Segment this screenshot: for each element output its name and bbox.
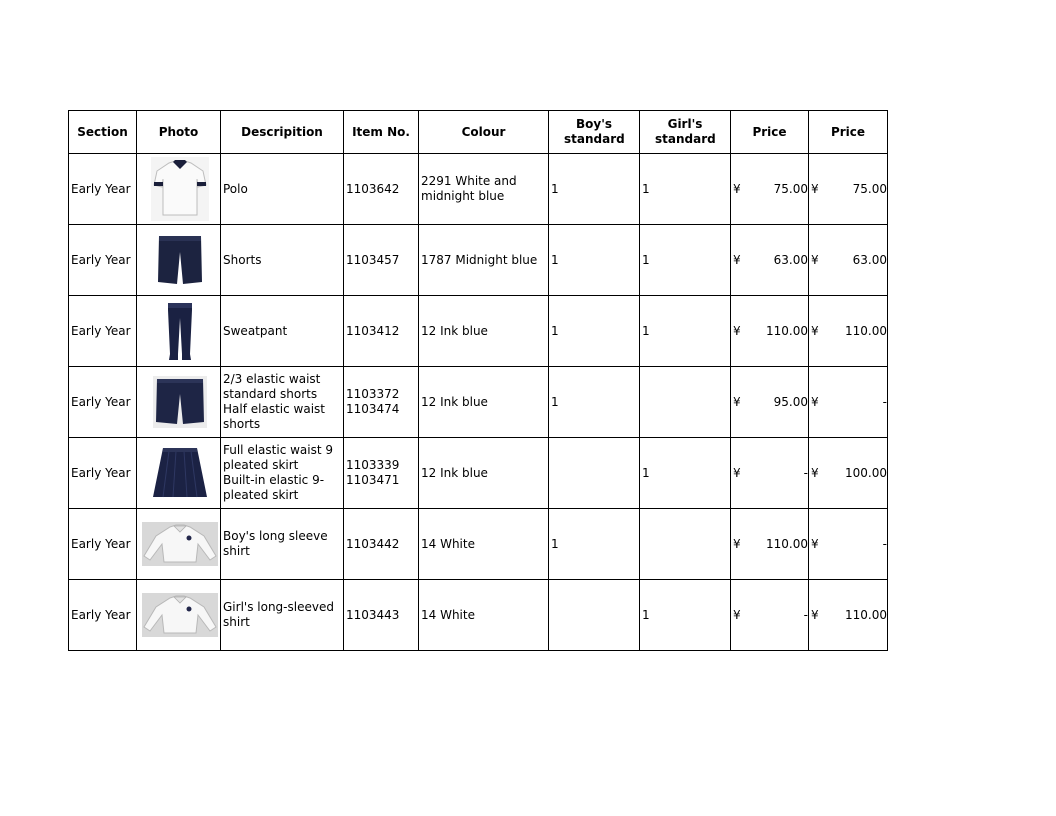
currency-symbol: ¥ (811, 252, 819, 267)
currency-symbol: ¥ (811, 323, 819, 338)
colour-cell (419, 580, 549, 651)
description-line: pleated skirt (223, 458, 299, 472)
price-value: 75.00 (852, 181, 887, 196)
colour-cell (419, 154, 549, 225)
photo-cell (137, 154, 221, 225)
description-line: standard shorts (223, 387, 318, 401)
section-cell: Early Year (69, 296, 137, 367)
colour-line: 1787 Midnight blue (421, 252, 538, 267)
description-line: shirt (223, 615, 250, 629)
item-no-cell (344, 438, 419, 509)
section-cell: Early Year (69, 509, 137, 580)
price-boys-cell (731, 438, 809, 509)
description-line: Shorts (223, 252, 262, 267)
description-line: Boy's long sleeve (223, 529, 328, 543)
colour-cell (419, 509, 549, 580)
girls-standard-cell: 1 (640, 580, 731, 651)
header-item-no: Item No. (344, 111, 419, 154)
currency-symbol: ¥ (733, 536, 741, 551)
navy-sweatpant-icon (139, 300, 220, 362)
description-cell (221, 367, 344, 438)
table-row (69, 296, 888, 367)
colour-cell (419, 296, 549, 367)
colour-line: 12 Ink blue (421, 394, 488, 409)
photo-cell (137, 580, 221, 651)
colour-line: 14 White (421, 536, 475, 551)
section-cell: Early Year (69, 367, 137, 438)
item-no-line: 1103443 (346, 607, 400, 622)
table-row (69, 438, 888, 509)
colour-line: 14 White (421, 607, 475, 622)
description-line: Built-in elastic 9- (223, 473, 325, 487)
section-cell: Early Year (69, 225, 137, 296)
colour-line: 12 Ink blue (421, 323, 488, 338)
girls-standard-cell (640, 367, 731, 438)
white-long-sleeve-shirt-icon (139, 593, 220, 637)
item-no-line: 1103642 (346, 181, 400, 196)
price-value: - (803, 607, 808, 622)
item-no-line: 1103372 (346, 387, 400, 401)
price-girls-cell (809, 367, 888, 438)
header-colour: Colour (419, 111, 549, 154)
currency-symbol: ¥ (733, 465, 741, 480)
colour-cell (419, 367, 549, 438)
currency-symbol: ¥ (811, 607, 819, 622)
photo-cell (137, 225, 221, 296)
girls-standard-cell: 1 (640, 296, 731, 367)
description-cell (221, 296, 344, 367)
description-line: Polo (223, 181, 248, 196)
girls-standard-cell (640, 509, 731, 580)
price-girls-cell (809, 509, 888, 580)
price-girls-cell (809, 225, 888, 296)
header-girls-standard-label: Girl's standard (655, 117, 716, 146)
boys-standard-cell: 1 (549, 154, 640, 225)
price-boys-cell (731, 296, 809, 367)
currency-symbol: ¥ (733, 607, 741, 622)
table-row (69, 580, 888, 651)
boys-standard-cell (549, 580, 640, 651)
header-section: Section (69, 111, 137, 154)
price-value: - (803, 465, 808, 480)
description-line: Girl's long-sleeved (223, 600, 334, 614)
price-value: 63.00 (773, 252, 808, 267)
girls-standard-cell: 1 (640, 438, 731, 509)
price-value: 110.00 (766, 323, 808, 338)
header-boys-standard (549, 111, 640, 154)
boys-standard-cell: 1 (549, 296, 640, 367)
colour-cell (419, 225, 549, 296)
currency-symbol: ¥ (733, 252, 741, 267)
uniform-price-table (68, 110, 888, 651)
boys-standard-cell (549, 438, 640, 509)
price-value: 95.00 (773, 394, 808, 409)
price-girls-cell (809, 580, 888, 651)
photo-cell (137, 367, 221, 438)
colour-cell (419, 438, 549, 509)
table-row (69, 367, 888, 438)
item-no-line: 1103457 (346, 252, 400, 267)
navy-shorts-icon (139, 232, 220, 288)
price-boys-cell (731, 580, 809, 651)
price-value: 110.00 (845, 323, 887, 338)
description-cell (221, 438, 344, 509)
currency-symbol: ¥ (811, 536, 819, 551)
currency-symbol: ¥ (733, 323, 741, 338)
price-boys-cell (731, 367, 809, 438)
photo-cell (137, 296, 221, 367)
price-value: 110.00 (845, 607, 887, 622)
description-cell (221, 154, 344, 225)
boys-standard-cell: 1 (549, 367, 640, 438)
colour-line: 12 Ink blue (421, 465, 488, 480)
currency-symbol: ¥ (733, 394, 741, 409)
price-value: 110.00 (766, 536, 808, 551)
section-cell: Early Year (69, 438, 137, 509)
price-value: 75.00 (773, 181, 808, 196)
description-line: 2/3 elastic waist (223, 372, 321, 386)
photo-cell (137, 438, 221, 509)
white-polo-shirt-icon (139, 157, 220, 221)
price-girls-cell (809, 296, 888, 367)
header-photo: Photo (137, 111, 221, 154)
item-no-line: 1103474 (346, 402, 400, 416)
item-no-cell (344, 580, 419, 651)
header-boys-standard-label: Boy's standard (564, 117, 625, 146)
header-price-girls: Price (809, 111, 888, 154)
table-row (69, 154, 888, 225)
price-value: 63.00 (852, 252, 887, 267)
colour-line: midnight blue (421, 189, 505, 203)
header-description: Descripition (221, 111, 344, 154)
section-cell: Early Year (69, 154, 137, 225)
description-line: shirt (223, 544, 250, 558)
colour-line: 2291 White and (421, 174, 517, 188)
description-cell (221, 509, 344, 580)
currency-symbol: ¥ (811, 465, 819, 480)
price-value: - (882, 394, 887, 409)
item-no-line: 1103471 (346, 473, 400, 487)
girls-standard-cell: 1 (640, 225, 731, 296)
navy-pleated-skirt-icon (139, 445, 220, 501)
item-no-cell (344, 154, 419, 225)
price-girls-cell (809, 438, 888, 509)
table-row (69, 225, 888, 296)
description-cell (221, 580, 344, 651)
item-no-line: 1103442 (346, 536, 400, 551)
description-cell (221, 225, 344, 296)
item-no-cell (344, 509, 419, 580)
header-girls-standard (640, 111, 731, 154)
price-girls-cell (809, 154, 888, 225)
price-value: - (882, 536, 887, 551)
item-no-line: 1103339 (346, 458, 400, 472)
price-boys-cell (731, 509, 809, 580)
currency-symbol: ¥ (733, 181, 741, 196)
item-no-cell (344, 296, 419, 367)
description-line: Full elastic waist 9 (223, 443, 334, 457)
description-line: Half elastic waist (223, 402, 325, 416)
currency-symbol: ¥ (811, 181, 819, 196)
header-row (69, 111, 888, 154)
price-value: 100.00 (845, 465, 887, 480)
currency-symbol: ¥ (811, 394, 819, 409)
description-line: Sweatpant (223, 323, 288, 338)
description-line: shorts (223, 417, 261, 431)
header-price-boys: Price (731, 111, 809, 154)
photo-cell (137, 509, 221, 580)
price-boys-cell (731, 225, 809, 296)
white-long-sleeve-shirt-icon (139, 522, 220, 566)
girls-standard-cell: 1 (640, 154, 731, 225)
item-no-line: 1103412 (346, 323, 400, 338)
item-no-cell (344, 225, 419, 296)
boys-standard-cell: 1 (549, 225, 640, 296)
navy-elastic-shorts-icon (139, 376, 220, 428)
description-line: pleated skirt (223, 488, 299, 502)
table-row (69, 509, 888, 580)
item-no-cell (344, 367, 419, 438)
boys-standard-cell: 1 (549, 509, 640, 580)
section-cell: Early Year (69, 580, 137, 651)
price-boys-cell (731, 154, 809, 225)
